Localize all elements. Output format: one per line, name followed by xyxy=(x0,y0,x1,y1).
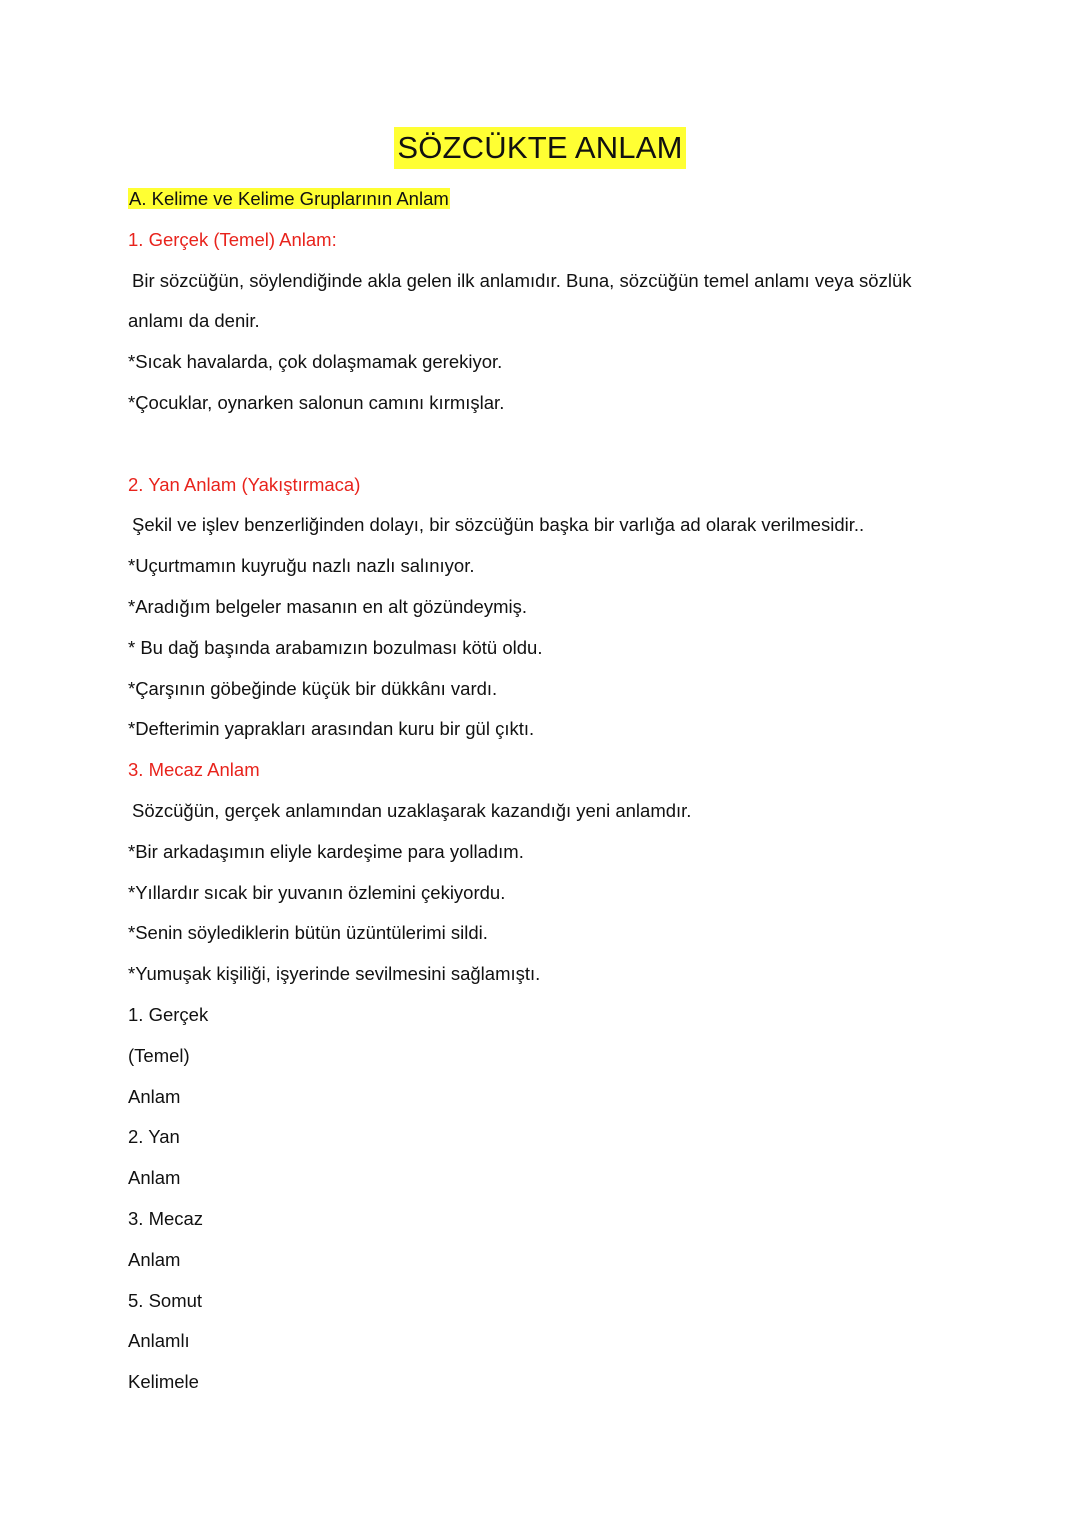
yan-example: *Aradığım belgeler masanın en alt gözündeymiş. xyxy=(128,595,527,617)
gercek-example: *Çocuklar, oynarken salonun camını kırmışlar. xyxy=(128,391,505,413)
list-item: 2. Yan xyxy=(128,1126,180,1148)
title-container xyxy=(0,127,1080,169)
gercek-example: *Sıcak havalarda, çok dolaşmamak gerekiyor. xyxy=(128,351,503,373)
yan-description: Şekil ve işlev benzerliğinden dolayı, bir sözcüğün başka bir varlığa ad olarak verilmesidir.. xyxy=(132,514,865,536)
list-item: Anlam xyxy=(128,1248,181,1270)
blank-line xyxy=(128,428,928,469)
mecaz-heading: 3. Mecaz Anlam xyxy=(128,759,260,781)
mecaz-example: *Bir arkadaşımın eliyle kardeşime para yolladım. xyxy=(128,840,524,862)
yan-heading: 2. Yan Anlam (Yakıştırmaca) xyxy=(128,473,361,495)
list-item: 3. Mecaz xyxy=(128,1207,204,1229)
list-item: Anlam xyxy=(128,1085,181,1107)
document-body xyxy=(128,183,928,1407)
gercek-heading: 1. Gerçek (Temel) Anlam: xyxy=(128,228,337,250)
list-item: (Temel) xyxy=(128,1044,190,1066)
section-a-heading: A. Kelime ve Kelime Gruplarının Anlam xyxy=(129,188,449,209)
gercek-description-2: anlamı da denir. xyxy=(128,310,260,332)
gercek-description-1: Bir sözcüğün, söylendiğinde akla gelen ilk anlamıdır. Buna, sözcüğün temel anlamı veya sözlük xyxy=(132,269,912,291)
mecaz-example: *Yıllardır sıcak bir yuvanın özlemini çekiyordu. xyxy=(128,881,506,903)
list-item: Anlamlı xyxy=(128,1330,190,1352)
list-item: Anlam xyxy=(128,1167,181,1189)
mecaz-example: *Yumuşak kişiliği, işyerinde sevilmesini sağlamıştı. xyxy=(128,963,541,985)
page-title: SÖZCÜKTE ANLAM xyxy=(394,127,685,169)
mecaz-description: Sözcüğün, gerçek anlamından uzaklaşarak kazandığı yeni anlamdır. xyxy=(132,799,692,821)
section-a-line xyxy=(128,183,928,224)
list-item: Kelimele xyxy=(128,1371,199,1393)
yan-example: *Defterimin yaprakları arasından kuru bir gül çıktı. xyxy=(128,718,535,740)
yan-example: * Bu dağ başında arabamızın bozulması kötü oldu. xyxy=(128,636,543,658)
yan-example: *Çarşının göbeğinde küçük bir dükkânı vardı. xyxy=(128,677,498,699)
yan-example: *Uçurtmamın kuyruğu nazlı nazlı salınıyor. xyxy=(128,555,475,577)
mecaz-example: *Senin söylediklerin bütün üzüntülerimi sildi. xyxy=(128,922,488,944)
list-item: 5. Somut xyxy=(128,1289,203,1311)
list-item: 1. Gerçek xyxy=(128,1003,209,1025)
